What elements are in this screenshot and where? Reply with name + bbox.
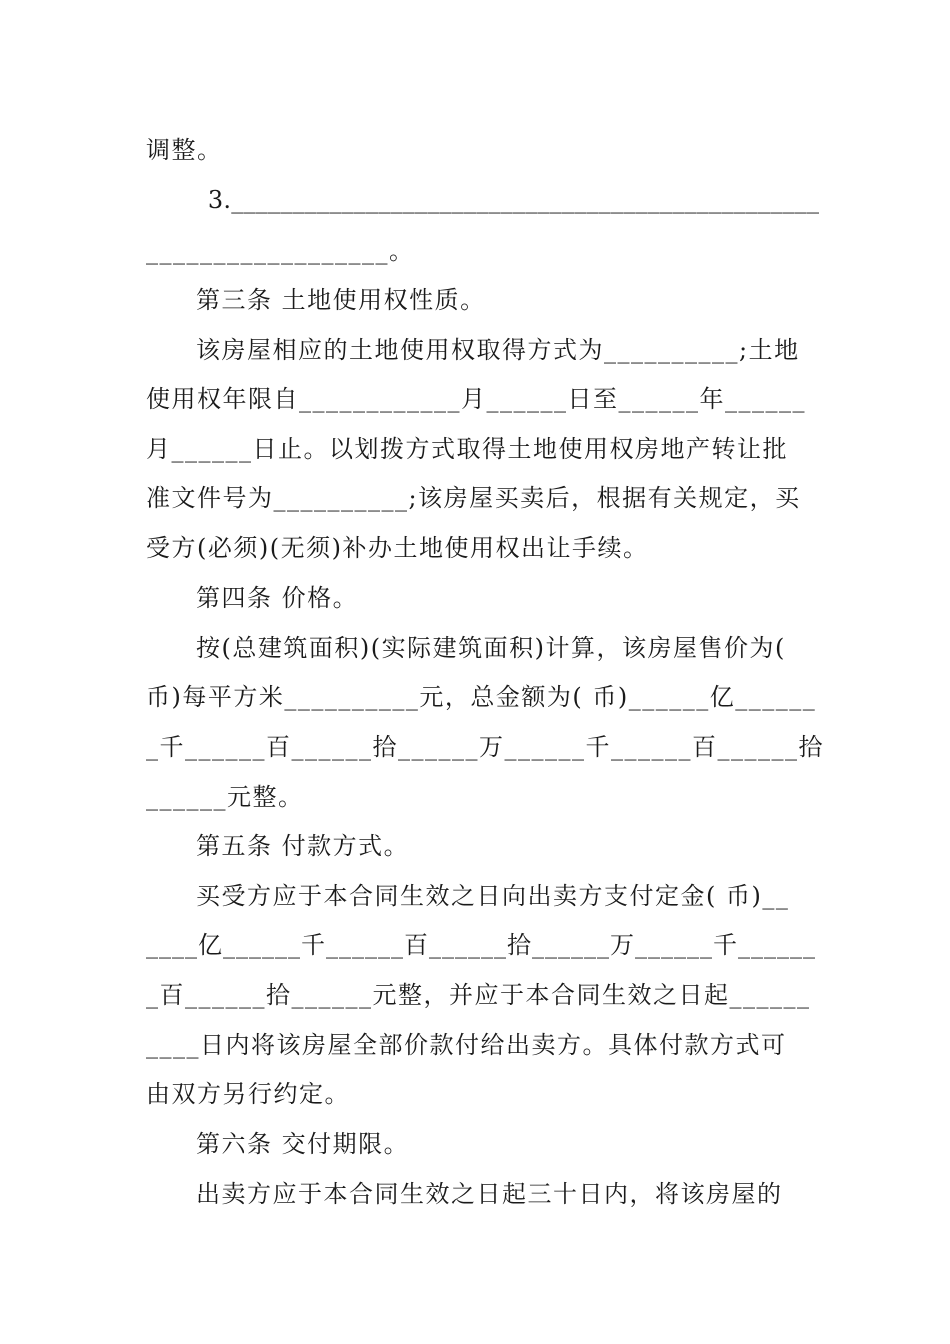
section-heading: 第三条 土地使用权性质。 [196,286,486,314]
text-line: __________________。 [146,237,415,265]
section-heading: 第四条 价格。 [196,584,359,612]
text-line: _百______拾______元整，并应于本合同生效之日起______ [146,981,811,1009]
text-line: 调整。 [146,136,223,164]
text-line: 准文件号为__________;该房屋买卖后，根据有关规定，买 [146,484,801,512]
text-line: ____亿______千______百______拾______万______千______ [146,931,816,959]
text-line: 由双方另行约定。 [146,1080,350,1108]
text-line: 3.________________________________________________ [200,186,820,214]
text-line: 出卖方应于本合同生效之日起三十日内，将该房屋的 [196,1180,783,1208]
text-line: 按(总建筑面积)(实际建筑面积)计算，该房屋售价为( [196,634,786,662]
section-heading: 第五条 付款方式。 [196,832,410,860]
text-line: 币)每平方米__________元，总金额为( 币)______亿______ [146,683,817,711]
text-line: ______元整。 [146,783,304,811]
text-line: 该房屋相应的土地使用权取得方式为__________;土地 [196,336,800,364]
text-line: 月______日止。以划拨方式取得土地使用权房地产转让批 [146,435,788,463]
text-line: 受方(必须)(无须)补办土地使用权出让手续。 [146,534,649,562]
text-line: 买受方应于本合同生效之日向出卖方支付定金( 币)__ [196,882,790,910]
text-line: ____日内将该房屋全部价款付给出卖方。具体付款方式可 [146,1031,787,1059]
section-heading: 第六条 交付期限。 [196,1130,410,1158]
text-line: 使用权年限自____________月______日至______年______ [146,385,806,413]
text-line: _千______百______拾______万______千______百______拾 [146,733,824,761]
